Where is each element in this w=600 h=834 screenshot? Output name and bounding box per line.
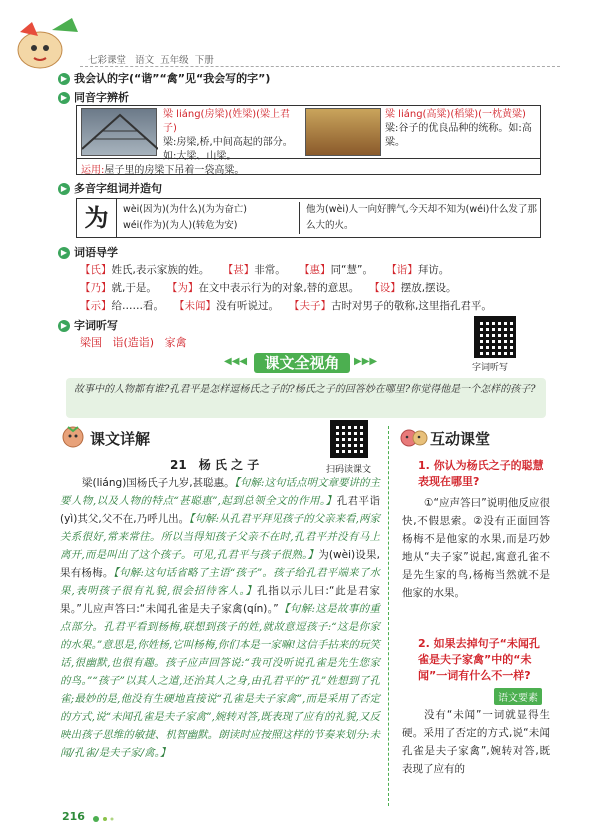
homophone-usage: 运用:屋子里的房梁下吊着一袋高粱。: [77, 158, 540, 178]
play-icon: ▶: [58, 92, 70, 104]
detail-mascot: [60, 423, 86, 449]
banner-right-arrows: ▶▶▶: [354, 356, 378, 367]
homophone-right-text: 粱 liáng(高粱)(稻粱)(一枕黄粱) 粱:谷子的优良品种的统称。如:高粱。: [385, 109, 532, 148]
element-badge: 语文要素: [494, 688, 542, 705]
question-2: 2. 如果去掉句子“未闻孔雀是夫子家禽”中的“未闻”一词有什么不一样?: [418, 637, 540, 682]
play-icon: ▶: [58, 320, 70, 332]
mascot-logo: [12, 10, 84, 72]
sorghum-field-image: [305, 108, 381, 156]
text-qr-code[interactable]: [330, 420, 368, 458]
sentence-4: 孔指以示儿曰:“此是君家果。”儿应声答曰:“未闻孔雀是夫子家禽(qín)。”: [60, 585, 380, 615]
dictation-qr-code[interactable]: [474, 316, 516, 358]
series-name: 七彩课堂: [88, 55, 127, 66]
vocab-row-3: 【示】给……看。 【未闻】没有听说过。 【夫子】古时对男子的敬称,这里指孔君平。: [80, 300, 492, 312]
sentence-1: 梁(liáng)国杨氏子九岁,甚聪惠。: [82, 477, 235, 489]
play-icon: ▶: [58, 73, 70, 85]
polyphone-sentence: 他为(wèi)人一向好脾气,今天却不知为(wéi)什么发了那么大的火。: [299, 202, 537, 234]
note-3: 【句解:这句话省略了主语“孩子”。孩子给孔君平端来了水果,表明孩子很有礼貌,很会招待客人。】: [60, 567, 380, 597]
section-homophone: ▶ 同音字辨析: [58, 89, 129, 105]
footer-dots: [92, 813, 122, 826]
detail-section-title: 课文详解: [90, 430, 151, 448]
homophone-box: [76, 105, 541, 175]
text-qr-label: 扫码读课文: [326, 465, 372, 475]
dictation-words: 梁国 诣(造诣) 家禽: [80, 336, 187, 349]
polyphone-box: [76, 198, 541, 238]
homophone-left-text: 梁 liáng(房梁)(姓梁)(梁上君子) 梁:房梁,桥,中间高起的部分。如:大梁、山梁。: [163, 109, 293, 162]
interactive-section-title: 互动课堂: [430, 430, 491, 448]
polyphone-readings: wèi(因为)(为什么)(为为奋亡) wéi(作为)(为人)(转危为安): [123, 204, 247, 231]
answer-1: ①“应声答曰”说明他反应很快,不假思索。②没有正面回答杨梅不是他家的水果,而是巧妙地从“夫子家”说起,寓意孔雀不是先生家的鸟,杨梅当然就不是他家的水果。: [402, 497, 550, 599]
note-4: 【句解:这是故事的重点部分。孔君平看到杨梅,联想到孩子的姓,就故意逗孩子:“这是你家的水果。”意思是,你姓杨,它叫杨梅,你们本是一家嘛!这信手拈来的玩笑话,很幽默,也很有趣。孩子应声回答说:“我可没听说孔雀是先生您家的鸟。”“孩子”以其人之道,还治其人之身,由孔君平的“孔”姓想到了孔雀;最妙的是,他没有生硬地直接说“孔雀是夫子家禽”,而是采用了否定的方式,说“未闻孔雀是夫子家禽”,婉转对答,既表现了应有的礼貌,又反映出孩子思维的敏捷、机智幽默。朗读时应按照这样的节奏来划分:未闻/孔雀/是夫子家/禽。】: [60, 603, 380, 759]
play-icon: ▶: [58, 247, 70, 259]
house-beam-image: [81, 108, 157, 156]
banner-left-arrows: ◀◀◀: [224, 356, 248, 367]
answer-2: 没有“未闻”一词就显得生硬。采用了否定的方式,说“未闻孔雀是夫子家禽”,婉转对答,既表现了应有的: [402, 709, 550, 775]
note-2: 【句解:从孔君平拜见孩子的父亲来看,两家关系很好,常来常往。所以当得知孩子父亲不在时,孔君平并没有马上离开,而是叫出了这个孩子。可见,孔君平与孩子很熟。】: [60, 513, 381, 561]
header-breadcrumb: [88, 52, 214, 66]
section-recognize: ▶ 我会认的字(“谐”“禽”见“我会写的字”): [58, 70, 270, 86]
grade-name: 五年级: [160, 55, 189, 66]
dictation-qr-label: 字词听写: [472, 363, 509, 373]
interactive-mascot: [400, 423, 428, 449]
vocab-row-1: 【氏】姓氏,表示家族的姓。 【甚】非常。 【惠】同“慧”。 【诣】拜访。: [80, 264, 450, 276]
page-number: 216: [62, 810, 85, 823]
sentence-3: 为(wèi)设果,果有杨梅。: [60, 549, 380, 579]
vocab-row-2: 【乃】就,于是。 【为】在文中表示行为的对象,替的意思。 【设】摆放,摆设。: [80, 282, 457, 294]
lesson-body: [60, 474, 380, 762]
section-vocab: ▶ 词语导学: [58, 244, 118, 260]
note-1: 【句解:这句话点明文章要讲的主要人物,以及人物的特点“甚聪惠”,起到总领全文的作用。】: [60, 477, 380, 507]
play-icon: ▶: [58, 183, 70, 195]
banner-title: 课文全视角: [254, 353, 350, 373]
header-divider: [80, 66, 560, 67]
volume-name: 下册: [194, 55, 214, 66]
question-1: 1. 你认为杨氏之子的聪慧表现在哪里?: [418, 459, 544, 488]
section-polyphone: ▶ 多音字组词并造句: [58, 180, 162, 196]
subject-name: 语文: [135, 55, 155, 66]
column-divider: [388, 426, 389, 806]
lesson-title: 21 杨 氏 之 子: [170, 458, 260, 472]
sentence-2: 孔君平诣(yì)其父,父不在,乃呼儿出。: [60, 495, 380, 525]
polyphone-char: 为: [77, 199, 117, 237]
section-dictation: ▶ 字词听写: [58, 317, 118, 333]
intro-box: 故事中的人物都有谁?孔君平是怎样逗杨氏之子的?杨氏之子的回答妙在哪里?你觉得他是一个怎样的孩子?: [66, 378, 546, 418]
